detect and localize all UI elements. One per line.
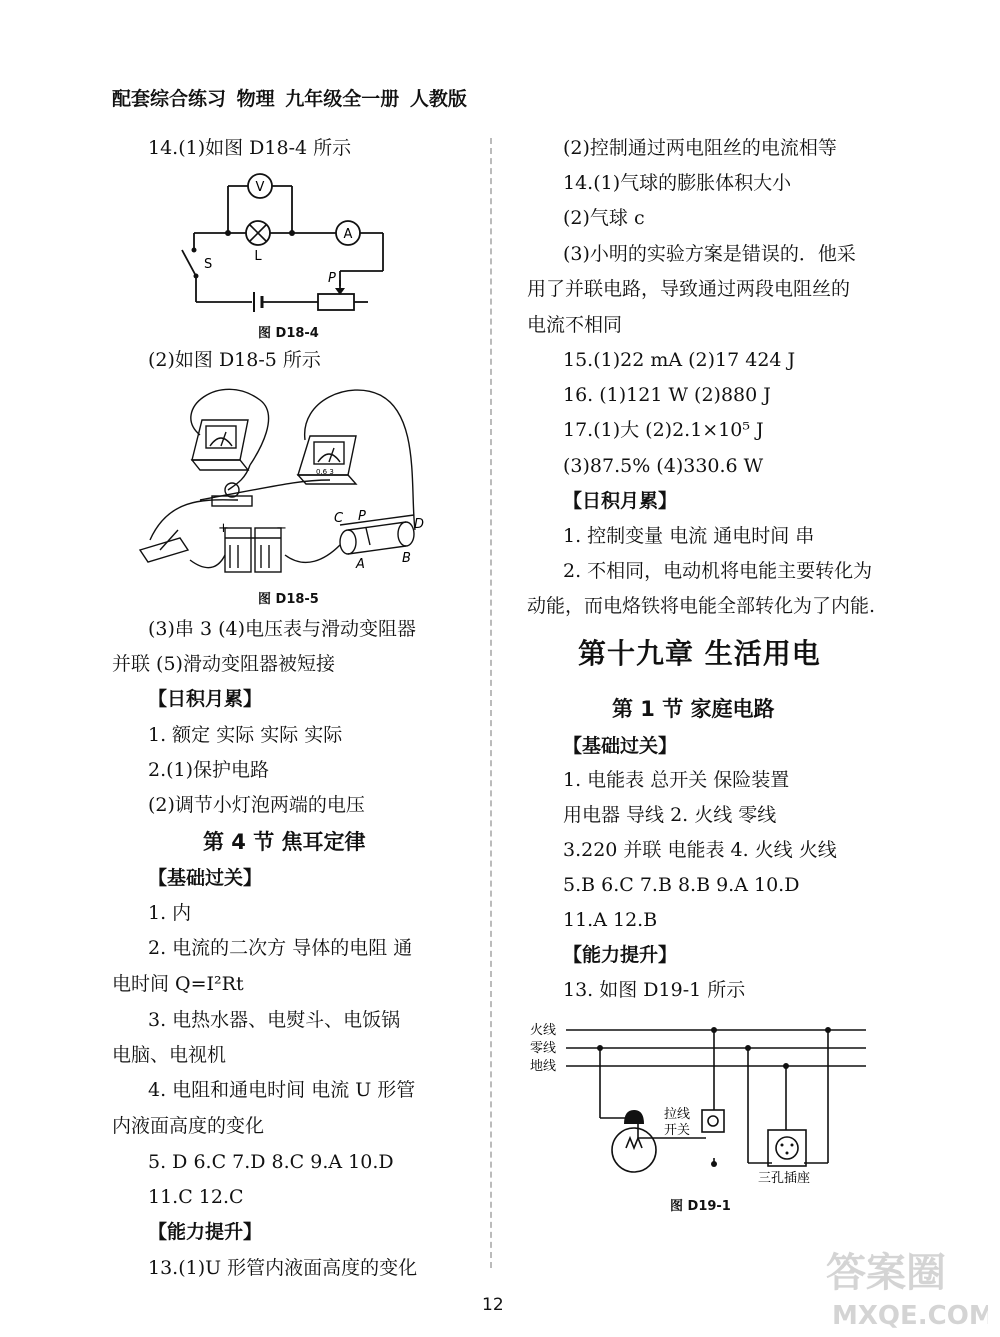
rheostat-c-label: C <box>334 511 344 526</box>
pull-switch-label-line1: 拉线 <box>664 1107 691 1122</box>
answer-line: 3.220 并联 电能表 4. 火线 火线 <box>563 839 837 861</box>
answer-line: 2. 不相同，电动机将电能主要转化为 <box>563 560 873 582</box>
column-divider <box>490 138 492 1268</box>
page-number: 12 <box>482 1295 504 1315</box>
ammeter-label: A <box>343 227 353 242</box>
answer-line: 14.(1)气球的膨胀体积大小 <box>563 172 792 194</box>
answer-line: 13.(1)U 形管内液面高度的变化 <box>148 1257 418 1279</box>
answer-line: 1. 额定 实际 实际 实际 <box>148 724 343 746</box>
figure-d19-1 <box>528 1018 870 1188</box>
live-wire-label: 火线 <box>530 1023 557 1038</box>
lamp-label: L <box>254 249 262 264</box>
answer-line: (3)87.5% (4)330.6 W <box>563 455 764 477</box>
answer-line: 17.(1)大 (2)2.1×10⁵ J <box>563 419 764 441</box>
section-tag: 【能力提升】 <box>148 1221 263 1243</box>
answer-line: 动能，而电烙铁将电能全部转化为了内能. <box>527 595 876 617</box>
answer-line: 电流不相同 <box>527 314 623 336</box>
answer-line: 1. 电能表 总开关 保险装置 <box>563 769 790 791</box>
answer-line: 13. 如图 D19-1 所示 <box>563 979 746 1001</box>
figure-d18-5 <box>130 380 440 585</box>
earth-wire-label: 地线 <box>530 1059 557 1074</box>
section-tag: 【基础过关】 <box>148 867 263 889</box>
answer-line: 4. 电阻和通电时间 电流 U 形管 <box>148 1079 416 1101</box>
answer-line: (2)气球 c <box>563 207 645 229</box>
answer-line: 5. D 6.C 7.D 8.C 9.A 10.D <box>148 1151 394 1173</box>
answer-line: 内液面高度的变化 <box>112 1115 265 1137</box>
voltmeter-label: V <box>255 180 265 195</box>
figure-d18-4 <box>178 168 388 320</box>
rheostat-d-label: D <box>414 517 425 532</box>
section-tag: 【日积月累】 <box>148 688 263 710</box>
answer-line: 1. 控制变量 电流 通电时间 串 <box>563 525 815 547</box>
answer-line: 3. 电热水器、电熨斗、电饭锅 <box>148 1009 401 1031</box>
answer-line: 11.C 12.C <box>148 1186 244 1208</box>
answer-line: 11.A 12.B <box>563 909 658 931</box>
figure-caption: 图 D18-5 <box>258 592 319 607</box>
figure-caption: 图 D18-4 <box>258 326 319 341</box>
answer-line: (2)控制通过两电阻丝的电流相等 <box>563 137 837 159</box>
rheostat-p-label: P <box>358 509 366 524</box>
answer-line: 电脑、电视机 <box>112 1044 227 1066</box>
section-tag: 【能力提升】 <box>563 944 678 966</box>
answer-line: 用了并联电路，导致通过两段电阻丝的 <box>527 278 851 300</box>
answer-line: 用电器 导线 2. 火线 零线 <box>563 804 777 826</box>
answer-line: 15.(1)22 mA (2)17 424 J <box>563 349 796 371</box>
section-tag: 【基础过关】 <box>563 735 678 757</box>
answer-line: 5.B 6.C 7.B 8.B 9.A 10.D <box>563 874 800 896</box>
answer-line: 2.(1)保护电路 <box>148 759 270 781</box>
pull-switch-label-line2: 开关 <box>664 1123 691 1138</box>
figure-caption: 图 D19-1 <box>670 1199 731 1214</box>
answer-line: (3)小明的实验方案是错误的．他采 <box>563 243 856 265</box>
answer-line: (3)串 3 (4)电压表与滑动变阻器 <box>148 618 416 640</box>
answer-line: (2)如图 D18-5 所示 <box>148 349 321 371</box>
answer-line: (2)调节小灯泡两端的电压 <box>148 794 365 816</box>
neutral-wire-label: 零线 <box>530 1041 557 1056</box>
answer-line: 1. 内 <box>148 902 192 924</box>
watermark-logo <box>818 1238 988 1333</box>
answer-line: 2. 电流的二次方 导体的电阻 通 <box>148 937 413 959</box>
battery-plus-label: + <box>218 521 229 536</box>
switch-label: S <box>204 257 213 272</box>
socket-label: 三孔插座 <box>758 1171 811 1186</box>
watermark-url: MXQE.COM <box>832 1301 988 1331</box>
rheostat-a-label: A <box>356 557 365 572</box>
rheostat-b-label: B <box>402 551 411 566</box>
voltmeter-scale-label: 0.6 3 <box>316 468 334 476</box>
watermark-text: 答案圈 <box>826 1250 946 1296</box>
battery-minus-label: − <box>276 521 287 536</box>
chapter-title: 第十九章 生活用电 <box>578 637 821 670</box>
answer-line: 16. (1)121 W (2)880 J <box>563 384 771 406</box>
answer-line: 并联 (5)滑动变阻器被短接 <box>112 653 335 675</box>
section-title: 第 4 节 焦耳定律 <box>203 830 366 854</box>
answer-line: 14.(1)如图 D18-4 所示 <box>148 137 352 159</box>
section-tag: 【日积月累】 <box>563 490 678 512</box>
page-header: 配套综合练习 物理 九年级全一册 人教版 <box>112 88 467 110</box>
answer-line: 电时间 Q=I²Rt <box>112 973 244 995</box>
section-title: 第 1 节 家庭电路 <box>612 697 775 721</box>
slider-label: P <box>328 271 336 286</box>
